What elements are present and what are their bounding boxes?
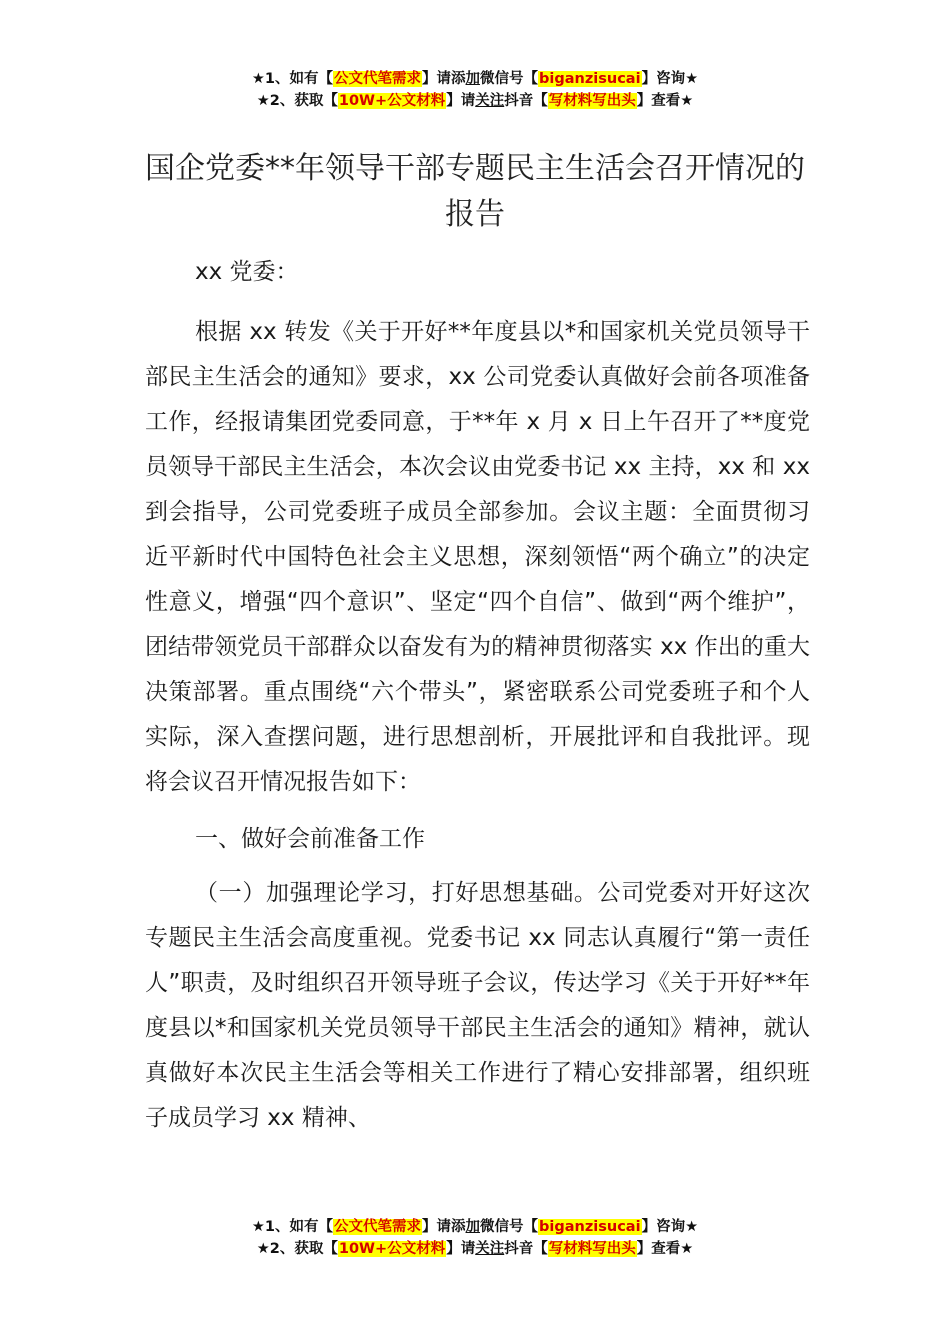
banner-text: 抖音【	[504, 93, 548, 109]
banner-highlight: biganzisucai	[539, 1219, 641, 1235]
banner-text: ★2、获取【	[256, 1241, 338, 1257]
section-heading: 一、做好会前准备工作	[195, 826, 425, 852]
banner-text: 】请	[446, 93, 476, 109]
banner-text: 】查看★	[636, 1241, 694, 1257]
paragraph: 根据 xx 转发《关于开好**年度县以*和国家机关党员领导干部民主生活会的通知》要求，xx 公司党委认真做好会前各项准备工作，经报请集团党委同意，于**年 x 月 x 日上午召开了**度党员领导干部民主生活会，本次会议由党委书记 xx 主持，xx 和 xx 到会指导，公司党委班子成员全部参加。会议主题：全面贯彻习近平新时代中国特色社会主义思想，深刻领悟“两个确立”的决定性意义，增强“四个意识”、坚定“四个自信”、做到“两个维护”，团结带领党员干部群众以奋发有为的精神贯彻落实 xx 作出的重大决策部署。重点围绕“六个带头”，紧密联系公司党委班子和个人实际，深入查摆问题，进行思想剖析，开展批评和自我批评。现将会议召开情况报告如下：	[145, 319, 810, 795]
banner-text: 】咨询★	[641, 71, 699, 87]
banner-text: 微信号【	[480, 1219, 539, 1235]
paragraph: （一）加强理论学习，打好思想基础。公司党委对开好这次专题民主生活会高度重视。党委书记 xx 同志认真履行“第一责任人”职责，及时组织召开领导班子会议，传达学习《关于开好**年度县以*和国家机关党员领导干部民主生活会的通知》精神，就认真做好本次民主生活会等相关工作进行了精心安排部署，组织班子成员学习 xx 精神、	[145, 880, 810, 1131]
banner-underlined-text: 关注	[475, 93, 505, 109]
salutation: xx 党委：	[195, 259, 299, 285]
banner-highlight: 10W+公文材料	[338, 1241, 446, 1257]
banner-underlined-text: 加	[465, 1219, 481, 1235]
banner-text: 抖音【	[504, 1241, 548, 1257]
document-body	[145, 250, 810, 1153]
document-title: 国企党委**年领导干部专题民主生活会召开情况的报告	[145, 151, 805, 232]
banner-highlight: biganzisucai	[539, 71, 641, 87]
banner-text: ★1、如有【	[251, 1219, 334, 1235]
banner-highlight: 写材料写出头	[548, 93, 636, 109]
banner-highlight: 公文代笔需求	[334, 71, 422, 87]
banner-line-1	[0, 68, 950, 90]
banner-text: 】请	[446, 1241, 476, 1257]
banner-highlight: 10W+公文材料	[338, 93, 446, 109]
banner-text: 微信号【	[480, 71, 539, 87]
banner-underlined-text: 关注	[475, 1241, 505, 1257]
banner-line-1	[0, 1216, 950, 1238]
banner-text: 】查看★	[636, 93, 694, 109]
header-banner	[0, 68, 950, 112]
banner-text: ★1、如有【	[251, 71, 334, 87]
banner-text: 】请添	[422, 1219, 466, 1235]
banner-highlight: 写材料写出头	[548, 1241, 636, 1257]
banner-text: ★2、获取【	[256, 93, 338, 109]
footer-banner	[0, 1216, 950, 1260]
banner-highlight: 公文代笔需求	[334, 1219, 422, 1235]
banner-line-2	[0, 90, 950, 112]
banner-line-2	[0, 1238, 950, 1260]
banner-underlined-text: 加	[465, 71, 481, 87]
banner-text: 】咨询★	[641, 1219, 699, 1235]
banner-text: 】请添	[422, 71, 466, 87]
